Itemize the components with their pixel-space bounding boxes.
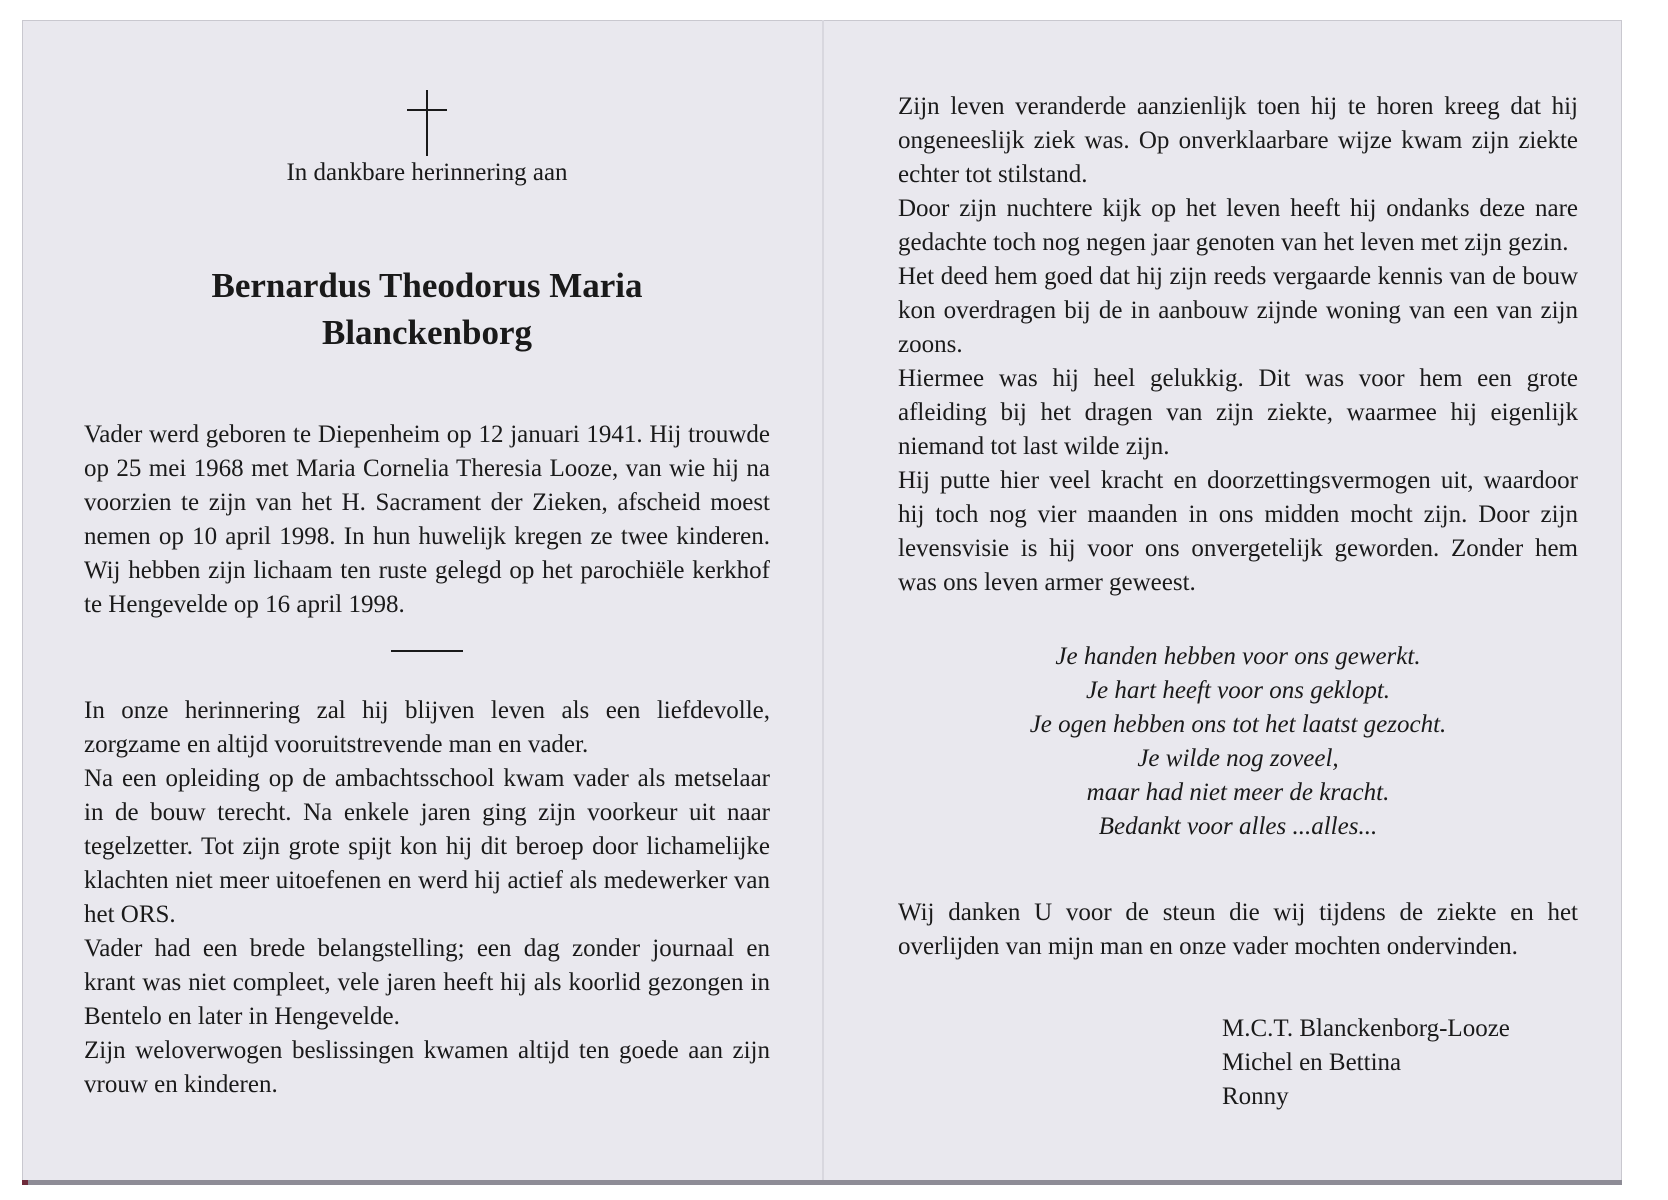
- name-line-2: Blanckenborg: [321, 313, 533, 352]
- poem-line: Je wilde nog zoveel,: [1137, 745, 1339, 772]
- poem: [898, 640, 1578, 844]
- biography-block: [84, 418, 770, 622]
- interests-paragraph: Vader had een brede belangstelling; een dag zonder journaal en krant was niet compleet, vele jaren heeft hij als koorlid gezongen in Bentelo en later in Hengevelde.: [84, 935, 770, 1030]
- thanks-paragraph: Wij danken U voor de steun die wij tijdens de ziekte en het overlijden van mijn man en onze vader mochten ondervinden.: [898, 899, 1578, 960]
- poem-line: Bedankt voor alles ...alles...: [1098, 813, 1378, 840]
- happiness-paragraph: Hiermee was hij heel gelukkig. Dit was voor hem een grote afleiding bij het dragen van zijn ziekte, waarmee hij eigenlijk niemand tot last wilde zijn.: [898, 365, 1578, 460]
- career-paragraph: Na een opleiding op de ambachtsschool kwam vader als metselaar in de bouw terecht. Na enkele jaren ging zijn voorkeur uit naar tegelzetter. Tot zijn grote spijt kon hij dit beroep door lichamelijke klachten niet meer uitoefenen en werd hij actief als medewerker van het ORS.: [84, 765, 770, 928]
- poem-line: Je handen hebben voor ons gewerkt.: [1055, 643, 1421, 670]
- knowledge-paragraph: Het deed hem goed dat hij zijn reeds vergaarde kennis van de bouw kon overdragen bij de in aanbouw zijnde woning van een van zijn zoons.: [898, 263, 1578, 358]
- signoff-line: Ronny: [1222, 1083, 1289, 1110]
- divider: [391, 650, 463, 652]
- name-line-1: Bernardus Theodorus Maria: [211, 266, 643, 305]
- card-fold: [822, 20, 824, 1185]
- cross-icon: [407, 90, 447, 156]
- birth-marriage-paragraph: Vader werd geboren te Diepenheim op 12 januari 1941. Hij trouwde op 25 mei 1968 met Maria Cornelia Theresia Looze, van wie hij na voorzien te zijn van het H. Sacrament der Zieken, afscheid moest nemen op 10 april 1998. In hun huwelijk kregen ze twee kinderen. Wij hebben zijn lichaam ten ruste gelegd op het parochiële kerkhof te Hengevelde op 16 april 1998.: [84, 421, 770, 618]
- outlook-paragraph: Door zijn nuchtere kijk op het leven heeft hij ondanks deze nare gedachte toch nog negen jaar genoten van het leven met zijn gezin.: [898, 195, 1578, 256]
- illness-paragraph: Zijn leven veranderde aanzienlijk toen hij te horen kreeg dat hij ongeneeslijk ziek was. Op onverklaarbare wijze kwam zijn ziekte echter tot stilstand.: [898, 93, 1578, 188]
- signoff-line: Michel en Bettina: [1222, 1049, 1402, 1076]
- card-bottom-edge: [22, 1180, 1622, 1185]
- signoff: [898, 1012, 1578, 1114]
- deceased-name: [84, 262, 770, 356]
- left-page: [84, 90, 770, 1102]
- strength-paragraph: Hij putte hier veel kracht en doorzettingsvermogen uit, waardoor hij toch nog vier maanden in ons midden mocht zijn. Door zijn levensvisie is hij voor ons onvergetelijk geworden. Zonder hem was ons leven armer geweest.: [898, 467, 1578, 596]
- poem-line: maar had niet meer de kracht.: [1086, 779, 1390, 806]
- poem-line: Je hart heeft voor ons geklopt.: [1085, 677, 1391, 704]
- signoff-line: M.C.T. Blanckenborg-Looze: [1222, 1015, 1510, 1042]
- memory-paragraph: In onze herinnering zal hij blijven leven als een liefdevolle, zorgzame en altijd vooruitstrevende man en vader.: [84, 697, 770, 758]
- memory-block: [84, 694, 770, 1102]
- right-page: [898, 90, 1578, 1114]
- poem-line: Je ogen hebben ons tot het laatst gezocht.: [1029, 711, 1447, 738]
- decisions-paragraph: Zijn weloverwogen beslissingen kwamen altijd ten goede aan zijn vrouw en kinderen.: [84, 1037, 770, 1098]
- card-corner-mark: [22, 1180, 28, 1185]
- intro-text: In dankbare herinnering aan: [286, 159, 568, 186]
